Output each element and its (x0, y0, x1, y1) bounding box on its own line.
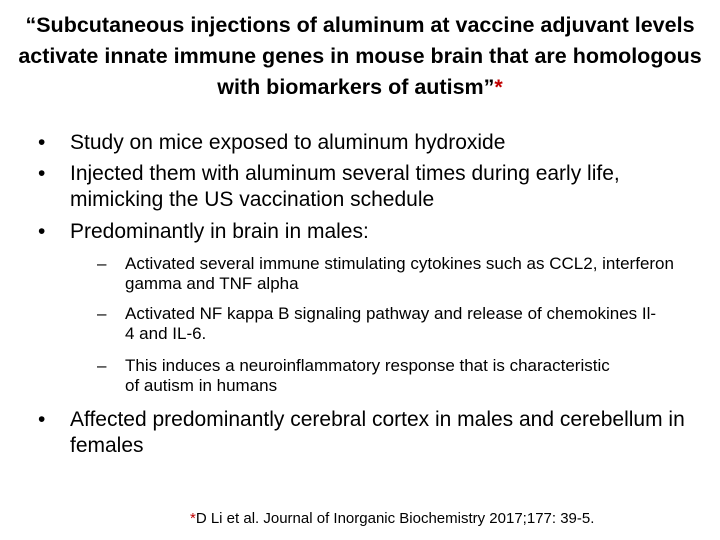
bullet-marker: • (38, 131, 46, 154)
reference-text: D Li et al. Journal of Inorganic Biochemistry 2017;177: 39-5. (195, 510, 595, 527)
slide-title (0, 10, 720, 103)
subbullet-item (97, 356, 627, 396)
bullet-text: Predominantly in brain in males: (70, 220, 369, 243)
subbullet-text: Activated several immune stimulating cytokines such as CCL2, interferon gamma and TNF alpha (125, 254, 674, 293)
bullet-marker: • (38, 220, 46, 243)
reference-citation (190, 509, 594, 529)
bullet-text: Injected them with aluminum several times during early life, mimicking the US vaccination schedule (70, 162, 620, 211)
bullet-text: Study on mice exposed to aluminum hydroxide (70, 131, 506, 154)
subbullet-marker: – (97, 304, 107, 323)
reference-footnote-marker: * (190, 510, 196, 527)
subbullet-item (97, 304, 657, 344)
bullet-marker: • (38, 162, 46, 185)
bullet-marker: • (38, 408, 46, 431)
bullet-item (38, 219, 678, 245)
bullet-text: Affected predominantly cerebral cortex in males and cerebellum in females (70, 408, 685, 457)
subbullet-text: Activated NF kappa B signaling pathway and release of chemokines Il-4 and IL-6. (125, 304, 657, 343)
bullet-item (38, 161, 638, 213)
subbullet-item (97, 254, 682, 294)
subbullet-marker: – (97, 356, 107, 375)
title-footnote-marker: * (494, 75, 503, 99)
bullet-item-final (38, 407, 688, 459)
title-text: “Subcutaneous injections of aluminum at vaccine adjuvant levels activate innate immune genes in mouse brain that are homologous with biomarkers of autism” (18, 13, 702, 99)
bullet-item (38, 130, 678, 156)
subbullet-marker: – (97, 254, 107, 273)
subbullet-text: This induces a neuroinflammatory response that is characteristic of autism in humans (125, 356, 610, 395)
